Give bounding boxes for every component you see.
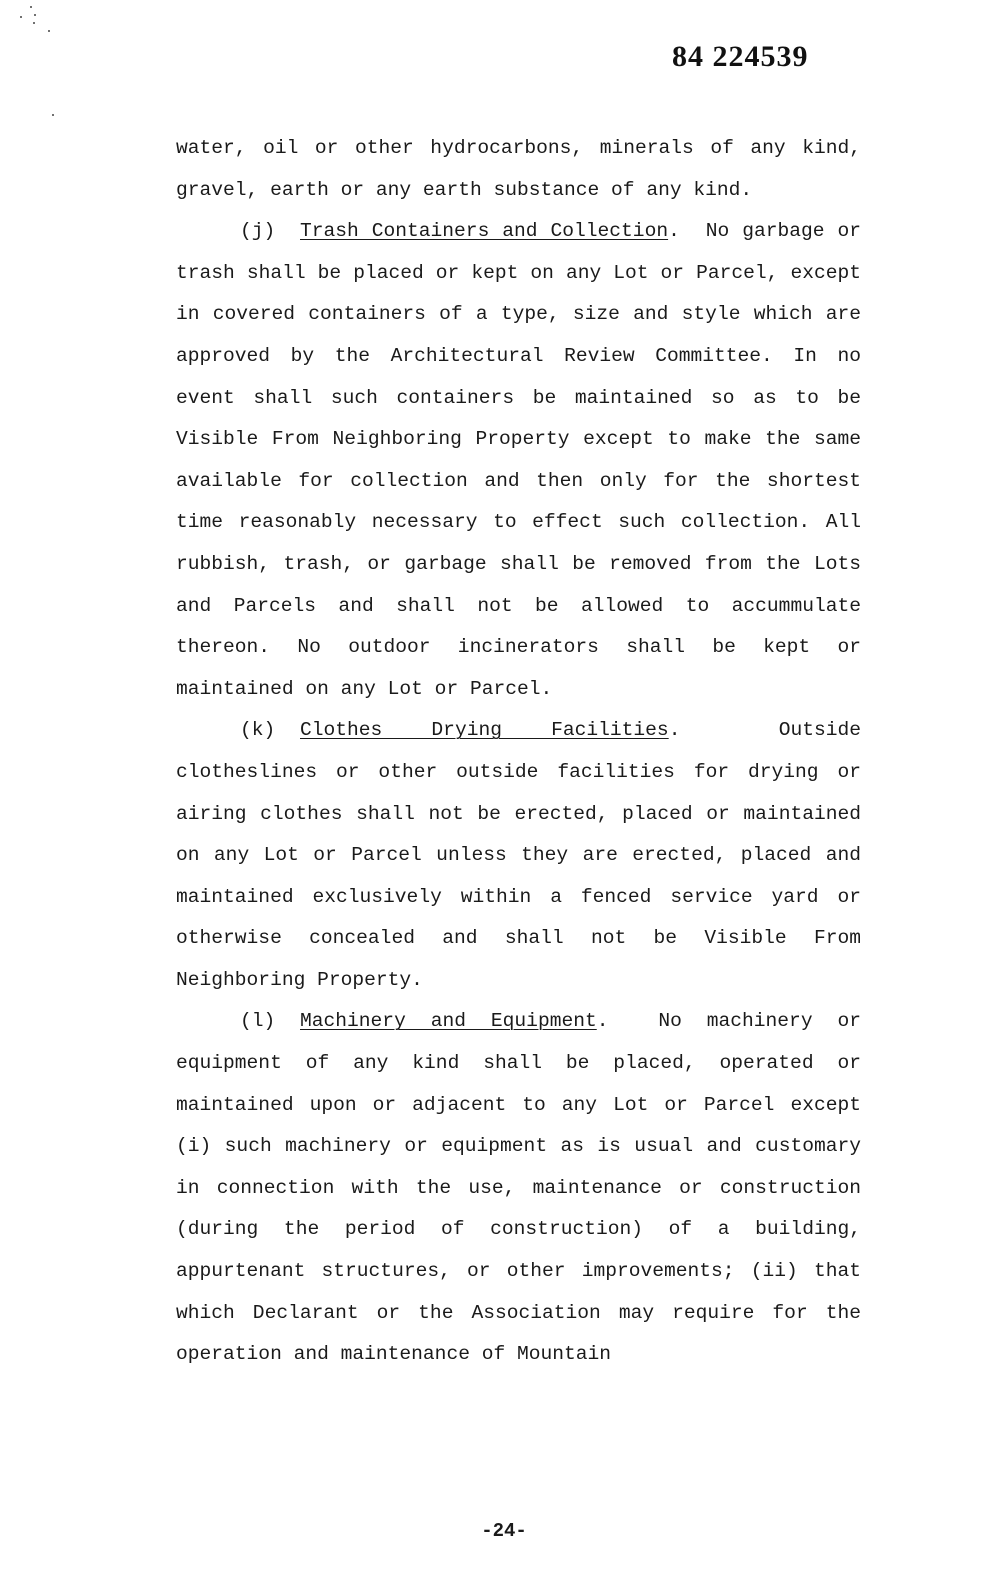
section-heading: Clothes Drying Facilities [300,719,669,742]
section-marker: (j) [240,220,276,243]
section-k-paragraph: (k) Clothes Drying Facilities. Outside clotheslines or other outside facilities for drying or airing clothes shall not be erected, placed or maintained on any Lot or Parcel unless they are erected, placed and maintained exclusively within a fenced service yard or otherwise concealed and shall not be Visible From Neighboring Property. [176,710,861,1001]
section-marker: (l) [240,1010,276,1033]
continuation-paragraph: water, oil or other hydrocarbons, minerals of any kind, gravel, earth or any earth substance of any kind. [176,137,861,201]
section-text: No garbage or trash shall be placed or kept on any Lot or Parcel, except in covered containers of a type, size and style which are approved by the Architectural Review Committee. In no event shall such containers be maintained so as to be Visible From Neighboring Property except to make the same available for collection and then only for the shortest time reasonably necessary to effect such collection. All rubbish, trash, or garbage shall be removed from the Lots and Parcels and shall not be allowed to accummulate thereon. No outdoor incinerators shall be kept or maintained on any Lot or Parcel. [176,220,862,700]
page-number: -24- [481,1520,527,1542]
document-number: 84 224539 [672,40,809,73]
section-text: No machinery or equipment of any kind shall be placed, operated or maintained upon or adjacent to any Lot or Parcel except (i) such machinery or equipment as is usual and customary in connection with the use, maintenance or construction (during the period of construction) of a building, appurtenant structures, or other improvements; (ii) that which Declarant or the Association may require for the operation and maintenance of Mountain [176,1010,861,1366]
section-j-paragraph: (j) Trash Containers and Collection. No garbage or trash shall be placed or kept on any Lot or Parcel, except in covered containers of a type, size and style which are approved by the Architectural Review Committee. In no event shall such containers be maintained so as to be Visible From Neighboring Property except to make the same available for collection and then only for the shortest time reasonably necessary to effect such collection. All rubbish, trash, or garbage shall be removed from the Lots and Parcels and shall not be allowed to accummulate thereon. No outdoor incinerators shall be kept or maintained on any Lot or Parcel. [176,211,861,710]
document-body [176,128,861,1376]
section-marker: (k) [240,719,276,742]
section-heading: Trash Containers and Collection [300,220,669,243]
section-l-paragraph: (l) Machinery and Equipment. No machinery or equipment of any kind shall be placed, operated or maintained upon or adjacent to any Lot or Parcel except (i) such machinery or equipment as is usual and customary in connection with the use, maintenance or construction (during the period of construction) of a building, appurtenant structures, or other improvements; (ii) that which Declarant or the Association may require for the operation and maintenance of Mountain [176,1001,861,1375]
section-heading: Machinery and Equipment [300,1010,597,1033]
section-text: Outside clotheslines or other outside facilities for drying or airing clothes shall not be erected, placed or maintained on any Lot or Parcel unless they are erected, placed and maintained exclusively within a fenced service yard or otherwise concealed and shall not be Visible From Neighboring Property. [176,719,861,991]
